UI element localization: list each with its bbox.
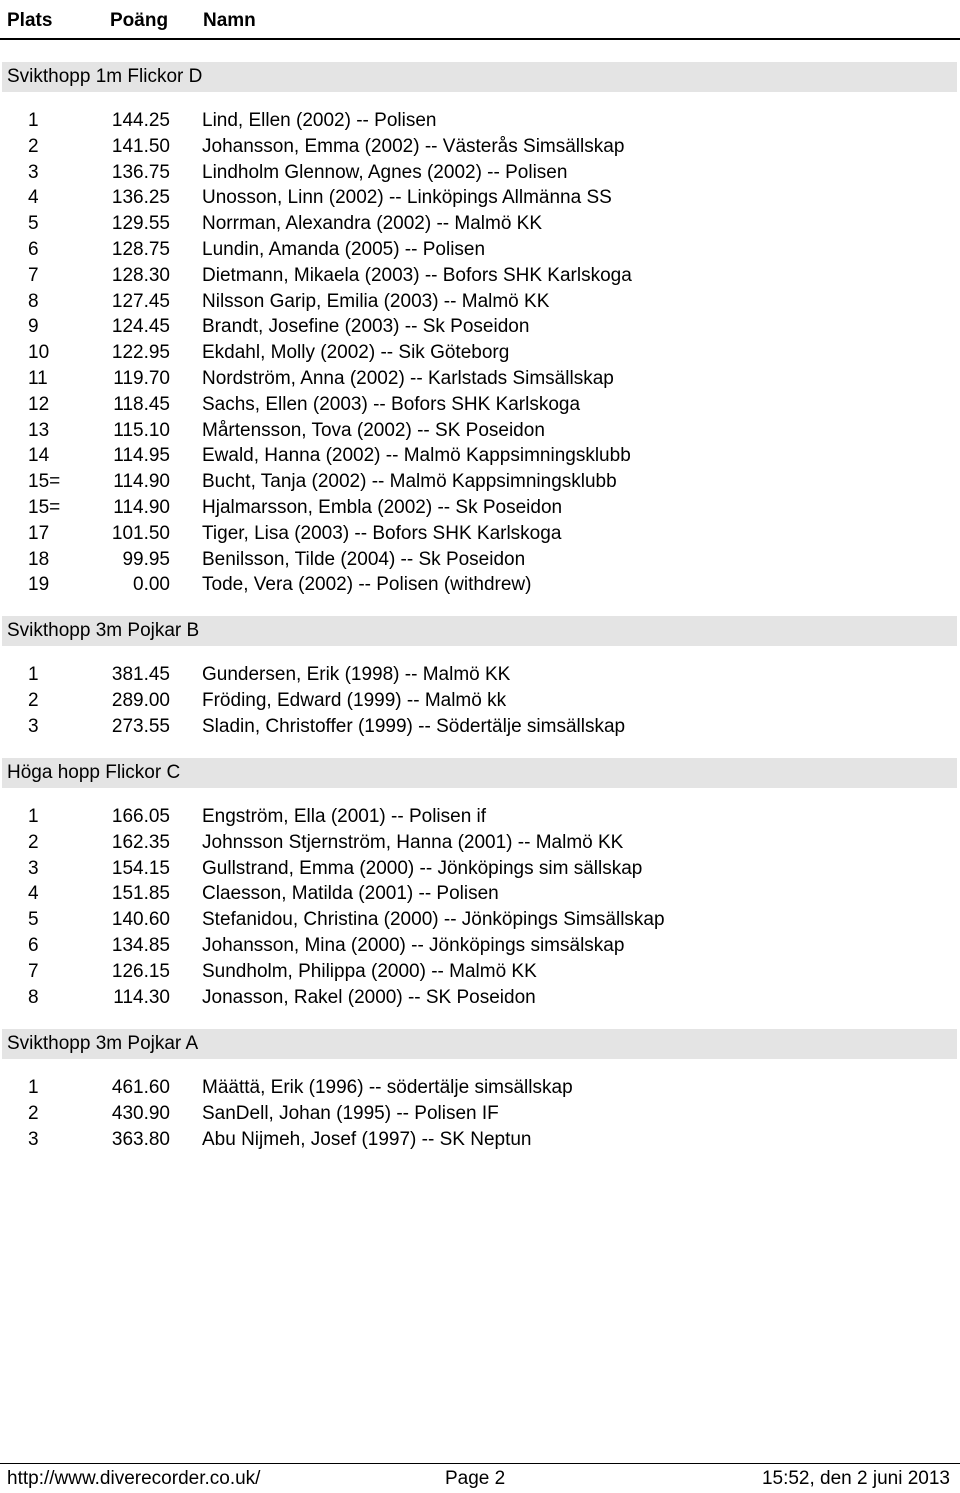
- table-row: [0, 804, 960, 830]
- place-cell: 5: [28, 909, 39, 931]
- place-cell: 2: [28, 831, 39, 853]
- table-row: [0, 211, 960, 237]
- table-row: [0, 237, 960, 263]
- table-row: [0, 469, 960, 495]
- place-cell: 14: [28, 445, 50, 467]
- section-title: Höga hopp Flickor C: [2, 758, 957, 788]
- result-list: [0, 804, 960, 1010]
- score-cell: 430.90: [111, 1102, 170, 1124]
- place-cell: 2: [28, 689, 39, 711]
- table-row: [0, 263, 960, 289]
- table-row: [0, 392, 960, 418]
- name-cell: Nilsson Garip, Emilia (2003) -- Malmö KK: [202, 290, 550, 312]
- score-cell: 118.45: [113, 393, 170, 415]
- place-cell: 2: [28, 135, 39, 157]
- name-cell: Johansson, Mina (2000) -- Jönköpings simsälskap: [202, 934, 625, 956]
- score-cell: 134.85: [111, 934, 170, 956]
- name-cell: Abu Nijmeh, Josef (1997) -- SK Neptun: [202, 1128, 532, 1150]
- score-cell: 140.60: [111, 909, 170, 931]
- place-cell: 1: [28, 1077, 39, 1098]
- place-cell: 2: [28, 1102, 39, 1124]
- score-cell: 136.75: [111, 161, 170, 183]
- score-cell: 128.75: [111, 238, 170, 260]
- table-row: [0, 521, 960, 547]
- table-row: [0, 495, 960, 521]
- score-cell: 381.45: [111, 664, 170, 685]
- place-cell: 7: [28, 264, 39, 286]
- place-cell: 6: [28, 238, 39, 260]
- table-row: [0, 160, 960, 186]
- table-row: [0, 1075, 960, 1101]
- place-cell: 7: [28, 960, 39, 982]
- table-row: [0, 856, 960, 882]
- score-cell: 154.15: [111, 857, 170, 879]
- place-cell: 3: [28, 161, 39, 183]
- place-cell: 1: [28, 110, 39, 131]
- place-cell: 6: [28, 934, 39, 956]
- name-cell: Lind, Ellen (2002) -- Polisen: [202, 110, 437, 131]
- header-poang: Poäng: [110, 10, 169, 31]
- score-cell: 151.85: [111, 883, 170, 905]
- score-cell: 144.25: [111, 110, 170, 131]
- result-list: [0, 1075, 960, 1152]
- score-cell: 289.00: [111, 689, 170, 711]
- name-cell: Johnsson Stjernström, Hanna (2001) -- Malmö KK: [202, 831, 624, 853]
- place-cell: 8: [28, 290, 39, 312]
- table-row: [0, 108, 960, 134]
- name-cell: Lindholm Glennow, Agnes (2002) -- Polisen: [202, 161, 568, 183]
- score-cell: 162.35: [111, 831, 170, 853]
- place-cell: 18: [28, 548, 50, 570]
- name-cell: Hjalmarsson, Embla (2002) -- Sk Poseidon: [202, 496, 563, 518]
- name-cell: Tode, Vera (2002) -- Polisen (withdrew): [202, 574, 532, 596]
- place-cell: 4: [28, 187, 39, 209]
- table-row: [0, 134, 960, 160]
- score-cell: 363.80: [111, 1128, 170, 1150]
- name-cell: Mårtensson, Tova (2002) -- SK Poseidon: [202, 419, 545, 441]
- name-cell: Dietmann, Mikaela (2003) -- Bofors SHK Karlskoga: [202, 264, 632, 286]
- footer-timestamp: 15:52, den 2 juni 2013: [761, 1468, 950, 1489]
- column-header: [0, 0, 960, 40]
- table-row: [0, 688, 960, 714]
- page-footer: [0, 1468, 960, 1492]
- name-cell: Benilsson, Tilde (2004) -- Sk Poseidon: [202, 548, 526, 570]
- score-cell: 99.95: [122, 548, 170, 570]
- footer-divider: [0, 1463, 960, 1464]
- name-cell: Stefanidou, Christina (2000) -- Jönköpings Simsällskap: [202, 909, 665, 931]
- table-row: [0, 1101, 960, 1127]
- place-cell: 3: [28, 715, 39, 737]
- page-number: Page 2: [445, 1468, 506, 1489]
- name-cell: Claesson, Matilda (2001) -- Polisen: [202, 883, 499, 905]
- table-row: [0, 547, 960, 573]
- table-row: [0, 714, 960, 740]
- table-row: [0, 443, 960, 469]
- score-cell: 114.90: [113, 496, 170, 518]
- place-cell: 1: [28, 806, 39, 827]
- place-cell: 19: [28, 574, 50, 596]
- table-row: [0, 572, 960, 598]
- score-cell: 114.90: [113, 471, 170, 493]
- score-cell: 126.15: [111, 960, 170, 982]
- table-row: [0, 314, 960, 340]
- name-cell: Nordström, Anna (2002) -- Karlstads Simsällskap: [202, 367, 614, 389]
- place-cell: 17: [28, 522, 50, 544]
- name-cell: Sundholm, Philippa (2000) -- Malmö KK: [202, 960, 537, 982]
- score-cell: 461.60: [111, 1077, 170, 1098]
- place-cell: 12: [28, 393, 50, 415]
- place-cell: 3: [28, 857, 39, 879]
- name-cell: Tiger, Lisa (2003) -- Bofors SHK Karlskoga: [202, 522, 562, 544]
- place-cell: 3: [28, 1128, 39, 1150]
- name-cell: Sachs, Ellen (2003) -- Bofors SHK Karlskoga: [202, 393, 581, 415]
- table-row: [0, 985, 960, 1011]
- section-title: Svikthopp 1m Flickor D: [2, 62, 957, 92]
- name-cell: Engström, Ella (2001) -- Polisen if: [202, 806, 487, 827]
- name-cell: Fröding, Edward (1999) -- Malmö kk: [202, 689, 507, 711]
- score-cell: 273.55: [111, 715, 170, 737]
- name-cell: Ekdahl, Molly (2002) -- Sik Göteborg: [202, 342, 510, 364]
- table-row: [0, 366, 960, 392]
- table-row: [0, 933, 960, 959]
- table-row: [0, 662, 960, 688]
- section-title: Svikthopp 3m Pojkar A: [2, 1029, 957, 1059]
- result-list: [0, 108, 960, 598]
- score-cell: 136.25: [111, 187, 170, 209]
- place-cell: 15=: [28, 496, 61, 518]
- score-cell: 141.50: [111, 135, 170, 157]
- name-cell: Brandt, Josefine (2003) -- Sk Poseidon: [202, 316, 530, 338]
- score-cell: 128.30: [111, 264, 170, 286]
- score-cell: 166.05: [111, 806, 170, 827]
- score-cell: 115.10: [113, 419, 170, 441]
- header-namn: Namn: [203, 10, 256, 31]
- name-cell: Lundin, Amanda (2005) -- Polisen: [202, 238, 486, 260]
- score-cell: 127.45: [111, 290, 170, 312]
- name-cell: Gundersen, Erik (1998) -- Malmö KK: [202, 664, 511, 685]
- place-cell: 15=: [28, 471, 61, 493]
- score-cell: 129.55: [111, 213, 170, 235]
- table-row: [0, 185, 960, 211]
- name-cell: Bucht, Tanja (2002) -- Malmö Kappsimningsklubb: [202, 471, 617, 493]
- table-row: [0, 340, 960, 366]
- table-row: [0, 1127, 960, 1153]
- name-cell: Gullstrand, Emma (2000) -- Jönköpings sim sällskap: [202, 857, 643, 879]
- table-row: [0, 289, 960, 315]
- place-cell: 11: [28, 367, 48, 389]
- footer-url: http://www.diverecorder.co.uk/: [7, 1468, 261, 1489]
- name-cell: Johansson, Emma (2002) -- Västerås Simsällskap: [202, 135, 625, 157]
- place-cell: 13: [28, 419, 50, 441]
- score-cell: 114.30: [113, 986, 170, 1008]
- place-cell: 4: [28, 883, 39, 905]
- section-title: Svikthopp 3m Pojkar B: [2, 616, 957, 646]
- name-cell: Ewald, Hanna (2002) -- Malmö Kappsimningsklubb: [202, 445, 631, 467]
- name-cell: SanDell, Johan (1995) -- Polisen IF: [202, 1102, 499, 1124]
- name-cell: Norrman, Alexandra (2002) -- Malmö KK: [202, 213, 543, 235]
- table-row: [0, 830, 960, 856]
- place-cell: 5: [28, 213, 39, 235]
- score-cell: 114.95: [113, 445, 170, 467]
- score-cell: 122.95: [111, 342, 170, 364]
- place-cell: 8: [28, 986, 39, 1008]
- score-cell: 101.50: [111, 522, 170, 544]
- place-cell: 1: [28, 664, 39, 685]
- table-row: [0, 418, 960, 444]
- header-divider: [0, 38, 960, 40]
- table-row: [0, 907, 960, 933]
- name-cell: Jonasson, Rakel (2000) -- SK Poseidon: [202, 986, 536, 1008]
- place-cell: 9: [28, 316, 39, 338]
- header-plats: Plats: [7, 10, 53, 31]
- name-cell: Määttä, Erik (1996) -- södertälje simsällskap: [202, 1077, 573, 1098]
- table-row: [0, 881, 960, 907]
- result-list: [0, 662, 960, 739]
- name-cell: Sladin, Christoffer (1999) -- Södertälje simsällskap: [202, 715, 626, 737]
- name-cell: Unosson, Linn (2002) -- Linköpings Allmänna SS: [202, 187, 612, 209]
- table-row: [0, 959, 960, 985]
- place-cell: 10: [28, 342, 50, 364]
- score-cell: 124.45: [111, 316, 170, 338]
- score-cell: 119.70: [113, 367, 170, 389]
- score-cell: 0.00: [133, 574, 170, 596]
